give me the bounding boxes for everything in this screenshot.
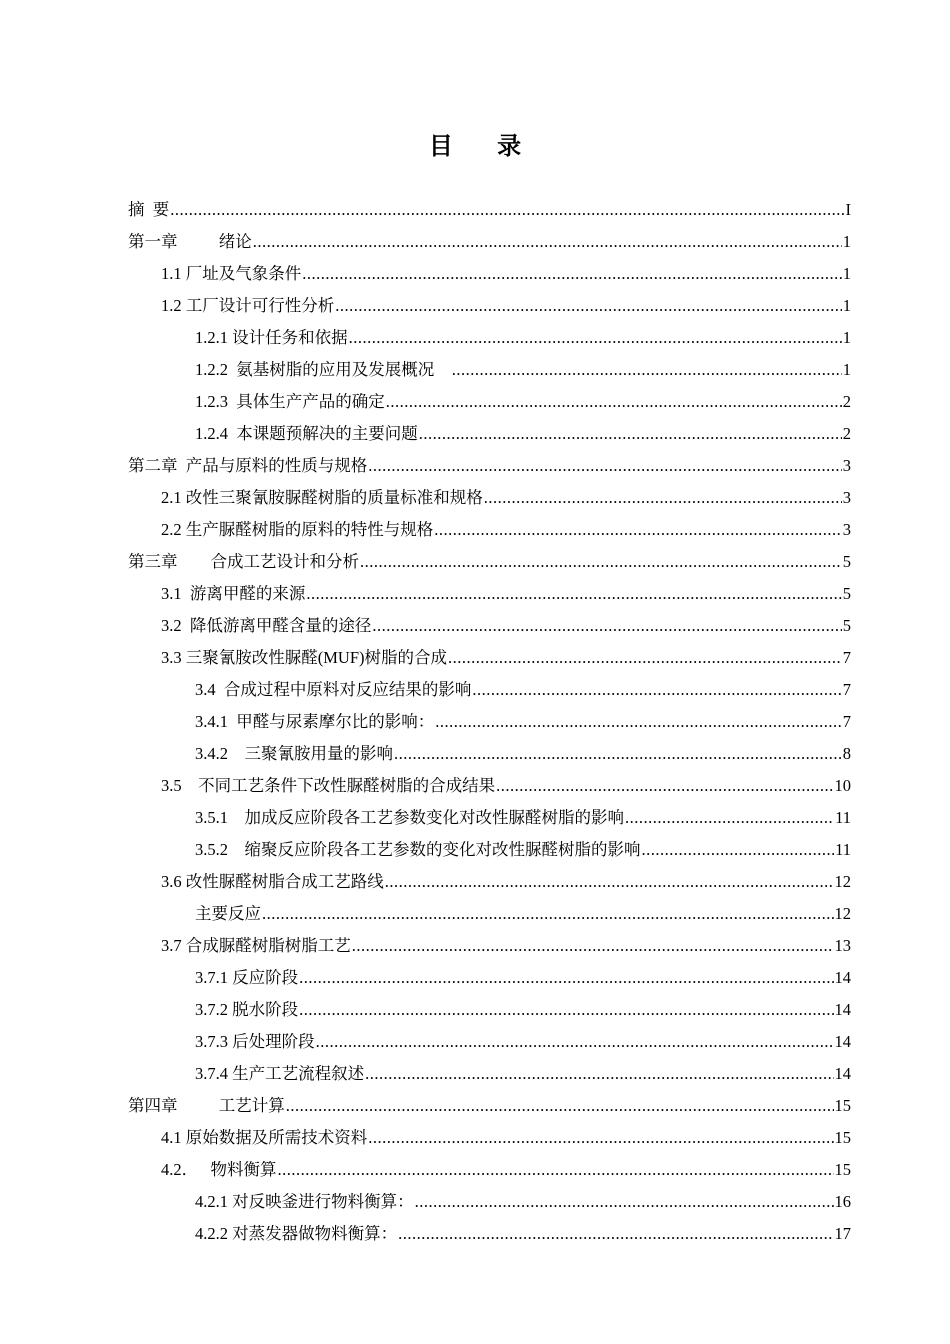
dot-leader	[484, 482, 842, 514]
toc-entry[interactable]	[195, 418, 851, 450]
toc-entry-page-number: 3	[842, 488, 851, 507]
toc-entry[interactable]	[195, 834, 851, 866]
toc-entry[interactable]	[161, 642, 851, 674]
toc-entry-page-number: 14	[834, 1032, 851, 1051]
toc-entry-page-number: 5	[842, 584, 851, 603]
toc-entry[interactable]	[128, 450, 851, 482]
toc-entry-label: 第四章 工艺计算	[128, 1096, 285, 1115]
toc-entry-page-number: 15	[834, 1128, 851, 1147]
toc-entry-label: 3.3 三聚氰胺改性脲醛(MUF)树脂的合成	[161, 648, 448, 667]
toc-entry-page-number: 16	[834, 1192, 851, 1211]
dot-leader	[368, 1122, 833, 1154]
toc-entry-label: 3.7.1 反应阶段	[195, 968, 299, 987]
toc-entry-label: 第二章 产品与原料的性质与规格	[128, 456, 368, 475]
dot-leader	[398, 1218, 833, 1250]
toc-entry[interactable]	[195, 706, 851, 738]
toc-entry[interactable]	[195, 1058, 851, 1090]
toc-entry-page-number: 17	[834, 1224, 851, 1243]
toc-entry-label: 3.5 不同工艺条件下改性脲醛树脂的合成结果	[161, 776, 496, 795]
dot-leader	[372, 610, 841, 642]
toc-entry-label: 1.1 厂址及气象条件	[161, 264, 302, 283]
toc-entry[interactable]	[161, 514, 851, 546]
toc-entry-label: 4.2.2 对蒸发器做物料衡算：	[195, 1224, 398, 1243]
dot-leader	[368, 450, 842, 482]
toc-entry-label: 3.7.2 脱水阶段	[195, 1000, 299, 1019]
toc-entry-label: 3.5.1 加成反应阶段各工艺参数变化对改性脲醛树脂的影响	[195, 808, 624, 827]
toc-entry-label: 3.7.4 生产工艺流程叙述	[195, 1064, 365, 1083]
toc-entry-page-number: 11	[835, 840, 851, 859]
toc-entry-page-number: 1	[842, 360, 851, 379]
toc-entry-page-number: 12	[834, 904, 851, 923]
dot-leader	[335, 290, 842, 322]
toc-entry[interactable]	[128, 226, 851, 258]
dot-leader	[448, 642, 842, 674]
dot-leader	[496, 770, 833, 802]
toc-entry[interactable]	[161, 1154, 851, 1186]
toc-entry-label: 3.6 改性脲醛树脂合成工艺路线	[161, 872, 384, 891]
dot-leader	[299, 994, 833, 1026]
toc-entry-label: 摘 要	[128, 200, 170, 219]
toc-entry[interactable]	[195, 354, 851, 386]
toc-entry-label: 2.1 改性三聚氰胺脲醛树脂的质量标准和规格	[161, 488, 483, 507]
toc-entry-label: 2.2 生产脲醛树脂的原料的特性与规格	[161, 520, 434, 539]
dot-leader	[385, 866, 834, 898]
dot-leader	[352, 930, 834, 962]
toc-entry[interactable]	[161, 866, 851, 898]
toc-entry-page-number: 15	[834, 1160, 851, 1179]
toc-entry-page-number: 7	[842, 648, 851, 667]
toc-entry-page-number: 11	[835, 808, 851, 827]
dot-leader	[316, 1026, 834, 1058]
toc-entry-page-number: 3	[842, 456, 851, 475]
toc-entry-label: 3.1 游离甲醛的来源	[161, 584, 306, 603]
toc-entry[interactable]	[161, 578, 851, 610]
toc-entry-page-number: 12	[834, 872, 851, 891]
toc-entry-page-number: 14	[834, 1064, 851, 1083]
toc-entry-label: 3.7.3 后处理阶段	[195, 1032, 315, 1051]
toc-entry[interactable]	[195, 1218, 851, 1250]
toc-entry[interactable]	[161, 290, 851, 322]
toc-entry-page-number: 1	[842, 296, 851, 315]
toc-entry-page-number: 2	[842, 392, 851, 411]
toc-entry-label: 3.4.2 三聚氰胺用量的影响	[195, 744, 393, 763]
toc-entry-page-number: 14	[834, 1000, 851, 1019]
toc-entry[interactable]	[195, 898, 851, 930]
toc-entry-label: 1.2.4 本课题预解决的主要问题	[195, 424, 418, 443]
dot-leader	[170, 194, 844, 226]
toc-entry-page-number: 1	[842, 328, 851, 347]
toc-entry-label: 1.2 工厂设计可行性分析	[161, 296, 335, 315]
toc-entry-page-number: 3	[842, 520, 851, 539]
dot-leader	[419, 418, 842, 450]
toc-entry[interactable]	[161, 770, 851, 802]
dot-leader	[435, 706, 842, 738]
toc-title: 目 录	[428, 132, 540, 160]
toc-entry-label: 第三章 合成工艺设计和分析	[128, 552, 359, 571]
toc-entry-page-number: 7	[842, 680, 851, 699]
toc-entry[interactable]	[195, 994, 851, 1026]
toc-entry[interactable]	[195, 674, 851, 706]
toc-entry[interactable]	[195, 962, 851, 994]
toc-entry[interactable]	[128, 1090, 851, 1122]
toc-entry-label: 1.2.1 设计任务和依据	[195, 328, 348, 347]
dot-leader	[365, 1058, 833, 1090]
toc-entry-label: 3.7 合成脲醛树脂树脂工艺	[161, 936, 351, 955]
dot-leader	[349, 322, 842, 354]
toc-entry-label: 1.2.3 具体生产产品的确定	[195, 392, 385, 411]
dot-leader	[306, 578, 841, 610]
toc-entry[interactable]	[161, 482, 851, 514]
toc-entry[interactable]	[195, 1026, 851, 1058]
dot-leader	[415, 1186, 834, 1218]
dot-leader	[278, 1154, 834, 1186]
dot-leader	[625, 802, 834, 834]
toc-entry-label: 3.4.1 甲醛与尿素摩尔比的影响：	[195, 712, 435, 731]
dot-leader	[452, 354, 842, 386]
toc-entry-label: 第一章 绪论	[128, 232, 252, 251]
toc-entry-page-number: 1	[842, 264, 851, 283]
dot-leader	[394, 738, 842, 770]
dot-leader	[302, 258, 842, 290]
dot-leader	[472, 674, 841, 706]
toc-entry-page-number: 8	[842, 744, 851, 763]
toc-entry-page-number: 7	[842, 712, 851, 731]
toc-entry[interactable]	[161, 258, 851, 290]
toc-entry[interactable]	[195, 738, 851, 770]
toc-entry[interactable]	[128, 546, 851, 578]
toc-entry-page-number: 15	[834, 1096, 851, 1115]
toc-entry[interactable]	[195, 386, 851, 418]
toc-entry-label: 4.2． 物料衡算	[161, 1160, 277, 1179]
toc-entry-page-number: 5	[842, 552, 851, 571]
toc-entry-page-number: 10	[834, 776, 851, 795]
toc-entry[interactable]	[195, 802, 851, 834]
dot-leader	[262, 898, 834, 930]
toc-entry-page-number: I	[845, 200, 851, 219]
toc-entry-label: 3.5.2 缩聚反应阶段各工艺参数的变化对改性脲醛树脂的影响	[195, 840, 641, 859]
dot-leader	[434, 514, 842, 546]
toc-entry-label: 主要反应	[195, 904, 261, 923]
dot-leader	[642, 834, 835, 866]
toc-entry-label: 4.2.1 对反映釜进行物料衡算：	[195, 1192, 414, 1211]
toc-entry-page-number: 14	[834, 968, 851, 987]
toc-entry[interactable]	[195, 322, 851, 354]
toc-entry-label: 1.2.2 氨基树脂的应用及发展概况	[195, 360, 451, 379]
toc-entry[interactable]	[161, 1122, 851, 1154]
dot-leader	[299, 962, 833, 994]
toc-entry[interactable]	[128, 194, 851, 226]
dot-leader	[360, 546, 842, 578]
toc-entry-label: 4.1 原始数据及所需技术资料	[161, 1128, 368, 1147]
dot-leader	[386, 386, 842, 418]
toc-entry-page-number: 1	[842, 232, 851, 251]
toc-entry-page-number: 2	[842, 424, 851, 443]
toc-entry-page-number: 5	[842, 616, 851, 635]
dot-leader	[286, 1090, 834, 1122]
toc-entry-page-number: 13	[834, 936, 851, 955]
toc-entry[interactable]	[161, 930, 851, 962]
toc-entry-label: 3.2 降低游离甲醛含量的途径	[161, 616, 372, 635]
toc-entry-label: 3.4 合成过程中原料对反应结果的影响	[195, 680, 472, 699]
toc-entry[interactable]	[161, 610, 851, 642]
dot-leader	[253, 226, 842, 258]
toc-entry[interactable]	[195, 1186, 851, 1218]
